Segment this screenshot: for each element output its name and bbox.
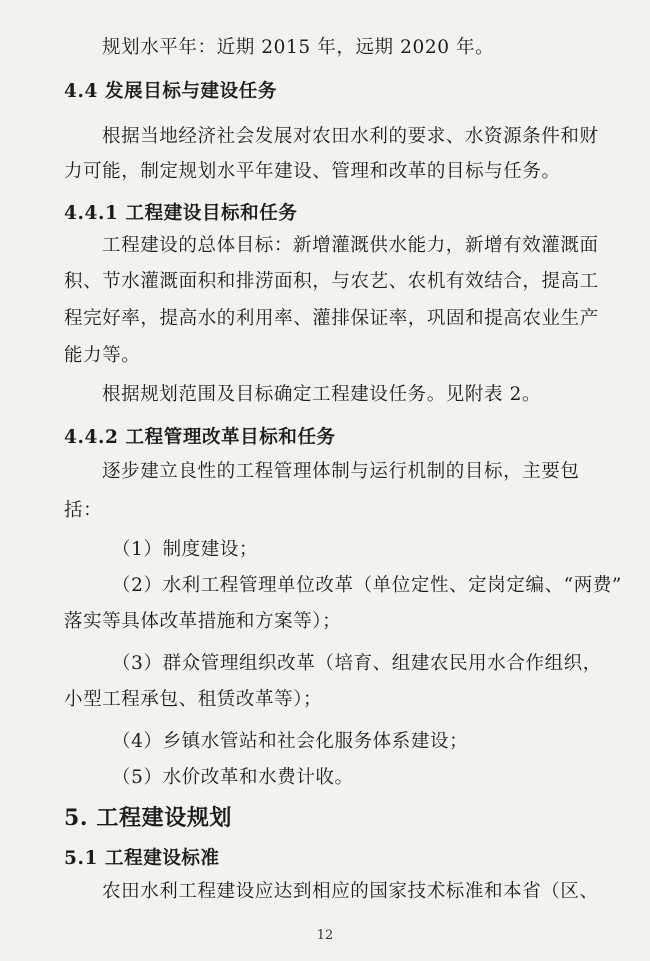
paragraph-line: 规划水平年：近期 2015 年，远期 2020 年。 [102,37,495,58]
list-item: （5）水价改革和水费计收。 [112,767,354,788]
paragraph-line: 括： [64,500,103,521]
section-heading-4-4-2: 4.4.2 工程管理改革目标和任务 [64,427,336,448]
list-item: （3）群众管理组织改革（培育、组建农民用水合作组织， [112,653,602,674]
paragraph-line: 程完好率，提高水的利用率、灌排保证率，巩固和提高农业生产 [64,308,599,329]
section-heading-5-1: 5.1 工程建设标准 [64,848,220,869]
paragraph-line: 根据当地经济社会发展对农田水利的要求、水资源条件和财 [102,126,599,147]
section-heading-4-4-1: 4.4.1 工程建设目标和任务 [64,203,298,224]
paragraph-line: 根据规划范围及目标确定工程建设任务。见附表 2。 [102,384,542,405]
paragraph-line: 力可能，制定规划水平年建设、管理和改革的目标与任务。 [64,161,561,182]
paragraph-line: 落实等具体改革措施和方案等）； [64,611,342,632]
paragraph-line: 小型工程承包、租赁改革等）； [64,689,323,710]
paragraph-line: 农田水利工程建设应达到相应的国家技术标准和本省（区、 [102,881,599,902]
paragraph-line: 积、节水灌溉面积和排涝面积，与农艺、农机有效结合，提高工 [64,271,599,292]
list-item: （4）乡镇水管站和社会化服务体系建设； [112,731,469,752]
paragraph-line: 逐步建立良性的工程管理体制与运行机制的目标，主要包 [102,461,580,482]
paragraph-line: 能力等。 [64,345,141,366]
paragraph-line: 工程建设的总体目标：新增灌溉供水能力，新增有效灌溉面 [102,235,599,256]
section-heading-4-4: 4.4 发展目标与建设任务 [64,81,277,102]
list-item: （1）制度建设； [112,539,259,560]
page-number: 12 [316,928,334,943]
chapter-heading-5: 5. 工程建设规划 [64,805,233,831]
list-item: （2）水利工程管理单位改革（单位定性、定岗定编、“两费” [112,575,622,596]
